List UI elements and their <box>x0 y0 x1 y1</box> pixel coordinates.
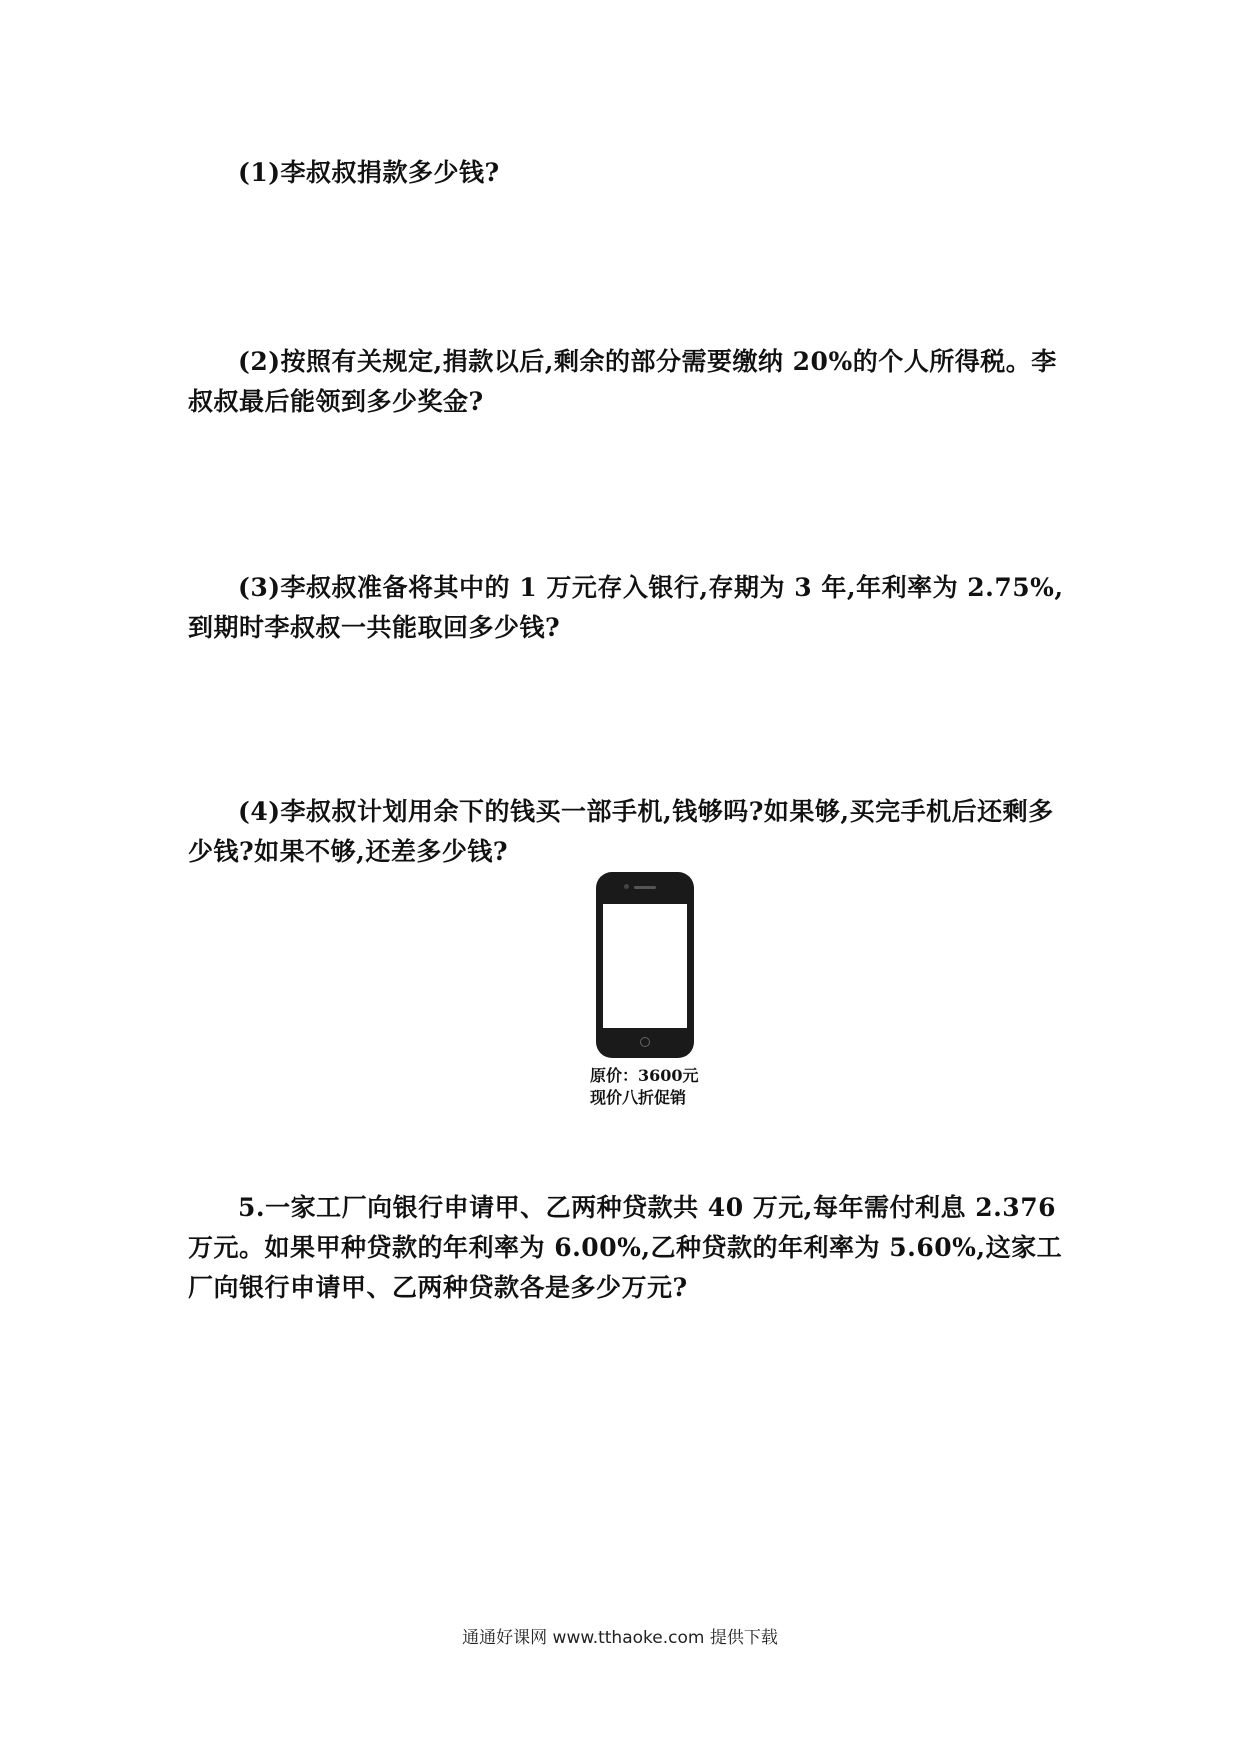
price-caption-original: 原价：3600元 <box>590 1066 699 1085</box>
speaker-slot <box>634 886 656 889</box>
question-4: (4)李叔叔计划用余下的钱买一部手机,钱够吗?如果够,买完手机后还剩多少钱?如果不够,还差多少钱? <box>188 797 1054 866</box>
question-3: (3)李叔叔准备将其中的 1 万元存入银行,存期为 3 年,年利率为 2.75%,到期时李叔叔一共能取回多少钱? <box>188 573 1064 642</box>
price-caption-discount: 现价八折促销 <box>590 1088 687 1107</box>
home-button <box>640 1037 650 1047</box>
smartphone-icon <box>596 872 694 1058</box>
footer-text: 通通好课网 www.tthaoke.com 提供下载 <box>462 1628 778 1648</box>
question-1: (1)李叔叔捐款多少钱? <box>238 158 500 187</box>
question-5: 5.一家工厂向银行申请甲、乙两种贷款共 40 万元,每年需付利息 2.376 万元。如果甲种贷款的年利率为 6.00%,乙种贷款的年利率为 5.60%,这家工厂向银行申请甲、乙两种贷款各是多少万元? <box>188 1193 1063 1302</box>
phone-screen <box>603 904 687 1028</box>
question-2: (2)按照有关规定,捐款以后,剩余的部分需要缴纳 20%的个人所得税。李叔叔最后能领到多少奖金? <box>188 347 1057 416</box>
phone-illustration <box>596 872 696 1058</box>
camera-dot <box>624 884 629 889</box>
